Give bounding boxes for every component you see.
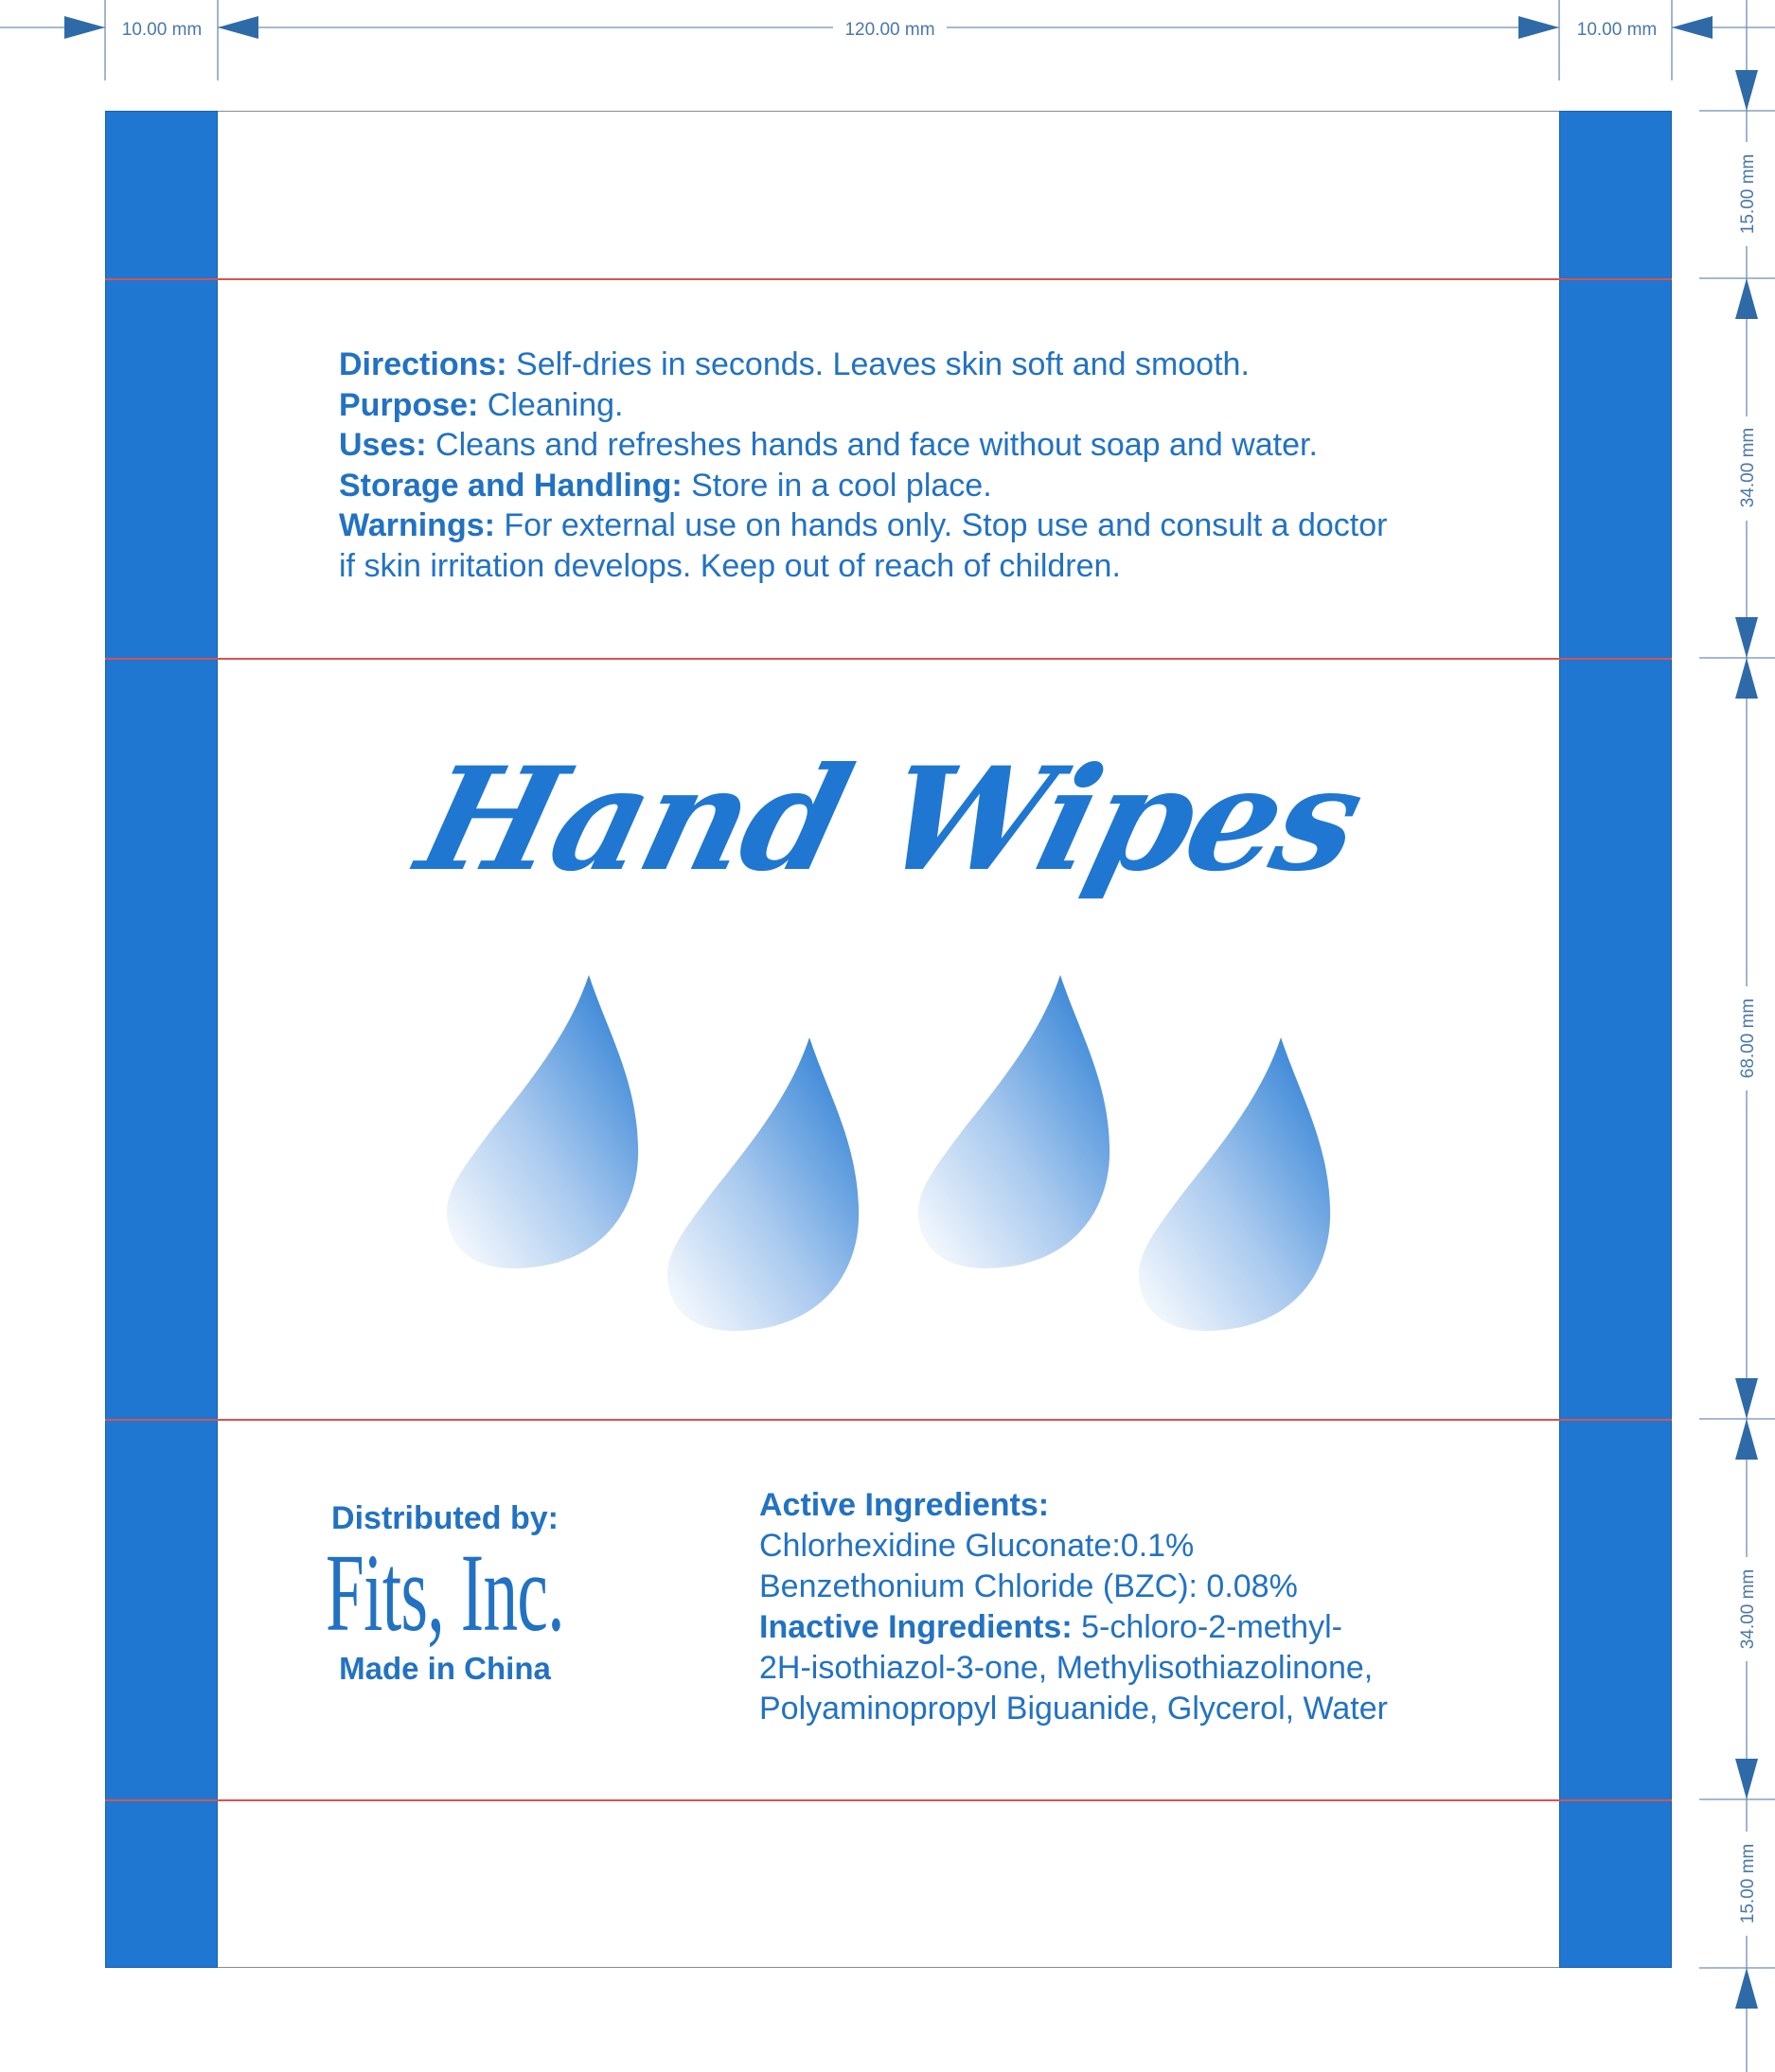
dim-right-band: 10.00 mm <box>1576 20 1658 40</box>
dim-ingredients-section: 34.00 mm <box>1738 1568 1758 1650</box>
water-drop-icon <box>918 975 1109 1268</box>
dim-bottom-margin: 15.00 mm <box>1738 1843 1758 1924</box>
uses-text: Cleans and refreshes hands and face without soap and water. <box>426 427 1318 463</box>
directions-text: Self-dries in seconds. Leaves skin soft and smooth. <box>506 346 1250 382</box>
water-drop-icon <box>1139 1037 1330 1331</box>
purpose-text: Cleaning. <box>478 386 624 423</box>
inactive-text-1: 5-chloro-2-methyl- <box>1072 1609 1342 1645</box>
dim-brand-section: 68.00 mm <box>1738 998 1758 1079</box>
warnings-text-1: For external use on hands only. Stop use and consult a doctor <box>494 507 1388 543</box>
inactive-line-2: 2H-isothiazol-3-one, Methylisothiazolinone, <box>759 1650 1374 1686</box>
ingredients-block <box>759 1485 1498 1729</box>
uses-label: Uses: <box>339 427 427 463</box>
warnings-label: Warnings: <box>339 507 495 543</box>
active-ingredients-label <box>759 1485 1498 1526</box>
dim-info-section: 34.00 mm <box>1738 427 1758 508</box>
storage-label: Storage and Handling: <box>339 467 683 504</box>
warnings-line-2: if skin irritation develops. Keep out of reach of children. <box>339 547 1121 584</box>
brand-title: Hand Wipes <box>403 736 1376 903</box>
storage-text: Store in a cool place. <box>682 467 992 504</box>
inactive-label: Inactive Ingredients: <box>759 1609 1073 1645</box>
distributor-block <box>237 1500 653 1687</box>
distributed-by-label: Distributed by: <box>331 1500 559 1536</box>
directions-label: Directions: <box>339 346 507 382</box>
inactive-line-1 <box>759 1607 1498 1648</box>
inactive-line-3: Polyaminopropyl Biguanide, Glycerol, Water <box>759 1691 1388 1727</box>
purpose-label: Purpose: <box>339 386 479 423</box>
active-ingredient-2: Benzethonium Chloride (BZC): 0.08% <box>759 1568 1298 1604</box>
dim-left-band: 10.00 mm <box>121 20 203 40</box>
active-ingredient-1: Chlorhexidine Gluconate:0.1% <box>759 1528 1195 1564</box>
water-drop-icon <box>447 975 638 1268</box>
made-in-label: Made in China <box>339 1651 551 1686</box>
dim-panel-width: 120.00 mm <box>844 20 935 40</box>
water-drop-icon <box>667 1037 859 1331</box>
dim-top-margin: 15.00 mm <box>1738 153 1758 235</box>
active-label: Active Ingredients: <box>759 1487 1050 1523</box>
company-name: Fits, Inc. <box>326 1531 564 1655</box>
